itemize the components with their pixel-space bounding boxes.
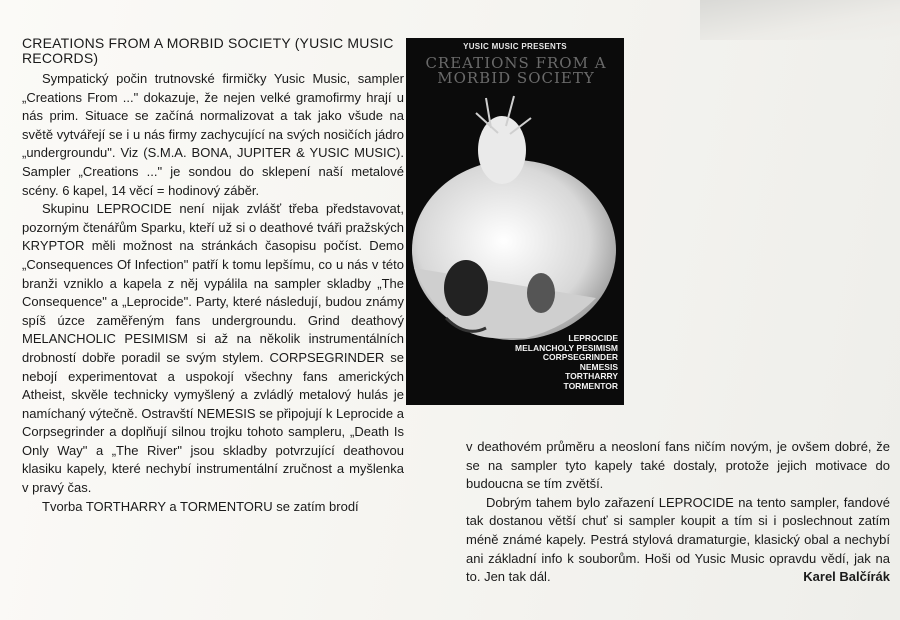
cover-band-list — [515, 334, 618, 392]
paragraph-intro: Sympatický počin trutnovské firmičky Yusic Music, sampler „Creations From ..." dokazuje, že nejen velké gramofirmy hrají u nás prim. Situace se začíná normalizovat a tak jako všude na světě vytvářejí se i u nás firmy zachycující na svých nosičích jádro „undergroundu". Viz (S.M.A. BONA, JUPITER & YUSIC MUSIC). Sampler „Creations ..." je sondou do sklepení naší metalové scény. 6 kapel, 14 věcí = hodinový záběr. — [22, 71, 404, 198]
paragraph-conclusion — [466, 494, 890, 587]
cover-band-name: MELANCHOLY PESIMISM — [515, 342, 618, 353]
paragraph-bands: Skupinu LEPROCIDE není nijak zvlášť třeba představovat, pozorným čtenářům Sparku, kteří už si o deathové tváři pražských KRYPTOR měli možnost na stránkách časopisu počíst. Demo „Consequences Of Infection" patří k tomu lepšímu, co u nás v této branži vzniklo a kapela z něj vypálila na sampler skladby „The Consequence" a „Leprocide". Party, které následují, budou známy spíš úzce zaměřeným fans undergroundu. Grind deathový MELANCHOLIC PESIMISM si až na několik instrumentálních drobností dobře poradil se svým stylem. CORPSEGRINDER se nebojí experimentovat a uspokojí všechny fans amerických Atheist, skvěle technicky vymyšlený a zvládlý metalový hulás je namíchaný výtečně. Ostravští NEMESIS se připojují k Leprocide a Corpsegrinder a doplňují silnou trojku tohoto sampleru, „Death Is Only Way" a „The River" jsou skladby potvrzující deathovou klasiku kapely, které nechybí instrumentální zručnost a myšlenka v pravý čas. — [22, 201, 404, 496]
cover-band-name: TORTHARRY — [565, 371, 618, 382]
author-signature: Karel Balčírák — [803, 569, 890, 585]
article-headline: CREATIONS FROM A MORBID SOCIETY (YUSIC MUSIC RECORDS) — [22, 35, 394, 66]
conclusion-text: Dobrým tahem bylo zařazení LEPROCIDE na tento sampler, fandové tak dostanou větší chuť si sampler koupit a tím si i poslechnout zatím méně známé kapely. Pestrá stylová dramaturgie, klasický obal a nechybí ani základní info k souborům. Hoši od Yusic Music opravdu vědí, jak na to. Jen tak dál. — [466, 494, 890, 585]
paragraph-tortharry: Tvorba TORTHARRY a TORMENTORU se zatím brodí — [42, 498, 359, 514]
cover-band-name: TORMENTOR — [563, 380, 618, 391]
article-right-column — [466, 438, 890, 587]
article-left-column — [22, 70, 404, 516]
cover-band-name: LEPROCIDE — [568, 333, 618, 343]
paragraph-continuation: v deathovém průměru a neosloní fans ničím novým, je ovšem dobré, že se na sampler tyto kapely také dostaly, protože jejich motivace do budoucna se tím zvětší. — [466, 439, 890, 492]
paper-crease — [700, 0, 900, 40]
cover-band-name: NEMESIS — [579, 361, 618, 372]
cover-band-name: CORPSEGRINDER — [542, 352, 618, 363]
album-cover — [406, 38, 624, 405]
cover-title-text: CREATIONS FROM A MORBID SOCIETY — [425, 54, 607, 87]
cover-presents-text: YUSIC MUSIC PRESENTS — [463, 42, 567, 51]
